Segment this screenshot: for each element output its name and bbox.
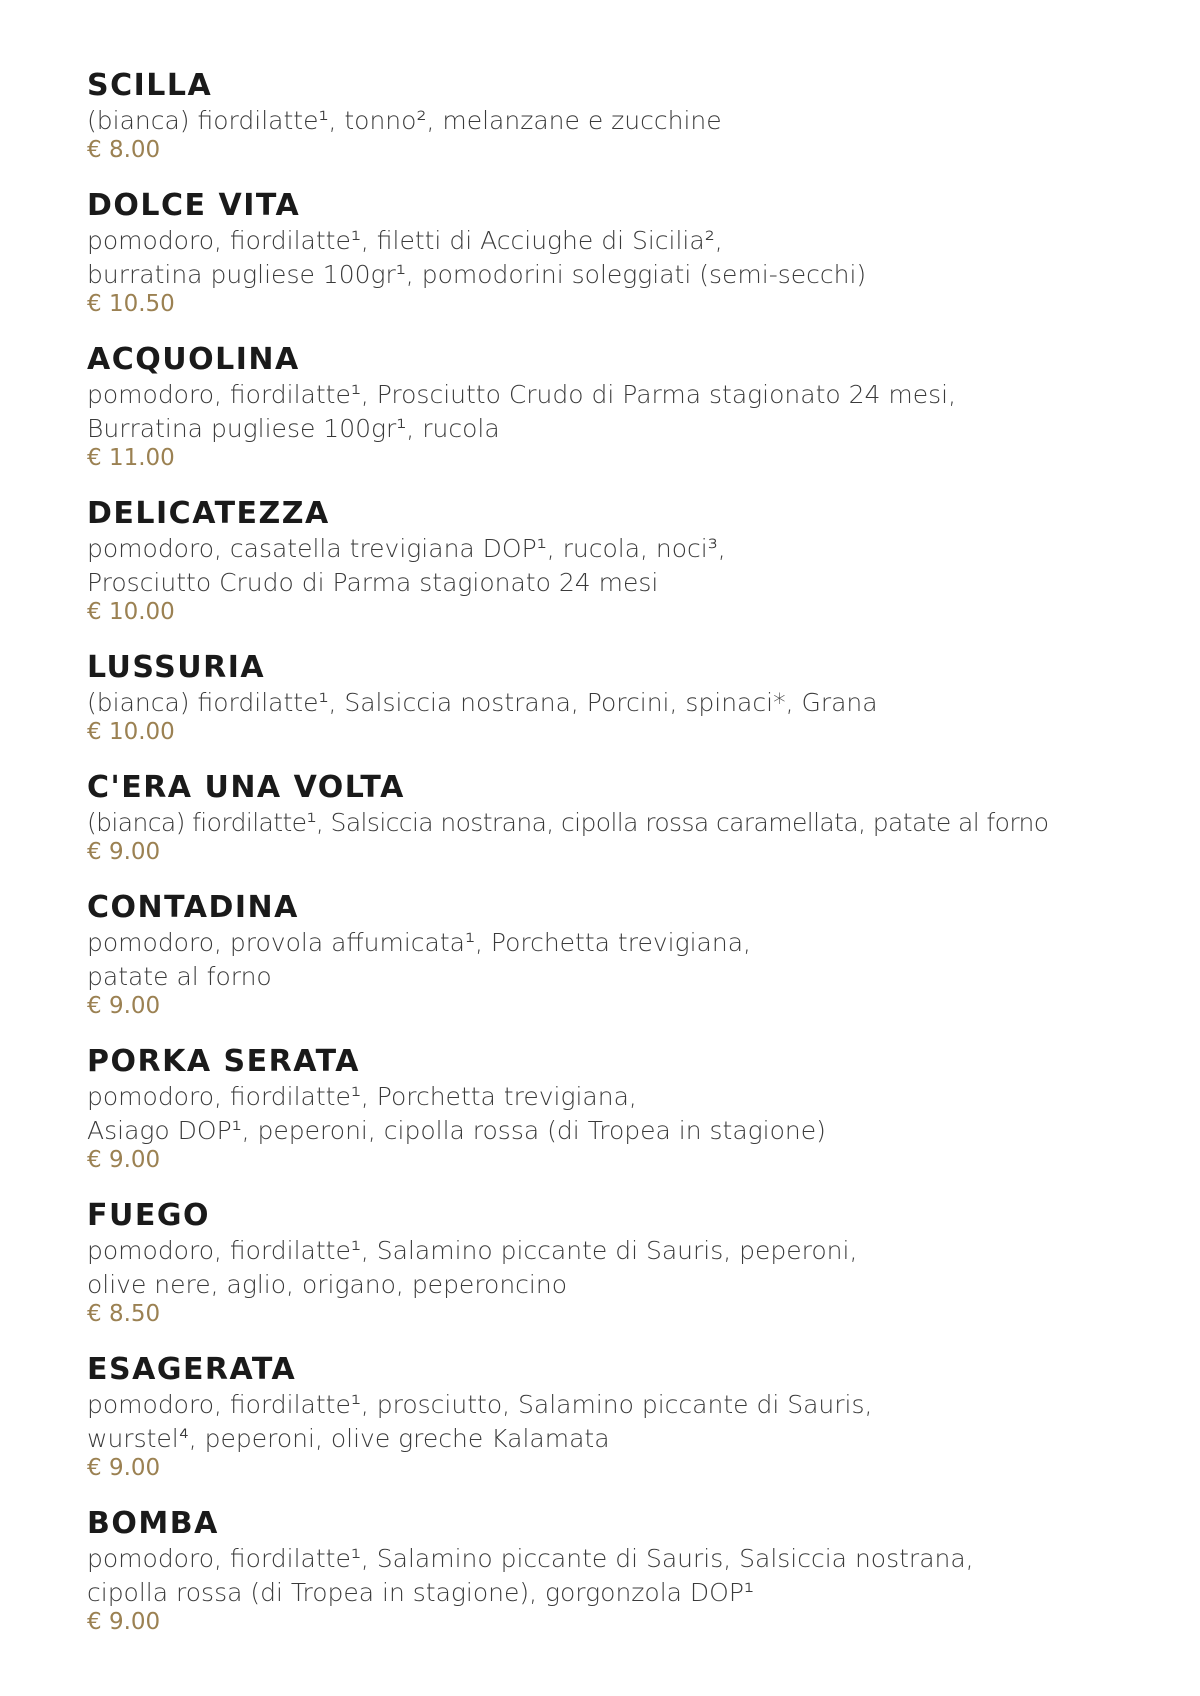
item-description: (bianca) fiordilatte¹, tonno², melanzane e zucchine <box>87 106 722 135</box>
item-description: (bianca) fiordilatte¹, Salsiccia nostrana, Porcini, spinaci*, Grana <box>87 688 878 717</box>
item-price: € 9.00 <box>87 1455 161 1481</box>
item-price: € 9.00 <box>87 1609 161 1635</box>
menu-item-acquolina <box>87 342 1167 472</box>
item-description: pomodoro, fiordilatte¹, Salamino piccante di Sauris, peperoni, <box>87 1236 858 1265</box>
item-description: olive nere, aglio, origano, peperoncino <box>87 1270 568 1299</box>
item-name: ACQUOLINA <box>87 342 300 377</box>
item-description: pomodoro, fiordilatte¹, Salamino piccante di Sauris, Salsiccia nostrana, <box>87 1544 974 1573</box>
item-description: burratina pugliese 100gr¹, pomodorini soleggiati (semi-secchi) <box>87 260 867 289</box>
item-description: patate al forno <box>87 962 272 991</box>
item-description: Prosciutto Crudo di Parma stagionato 24 mesi <box>87 568 659 597</box>
item-name: LUSSURIA <box>87 650 266 685</box>
menu-item-contadina <box>87 890 1167 1020</box>
menu-item-porka-serata <box>87 1044 1167 1174</box>
menu-item-cera-una-volta <box>87 770 1167 866</box>
item-description: wurstel⁴, peperoni, olive greche Kalamata <box>87 1424 610 1453</box>
item-name: SCILLA <box>87 68 213 103</box>
menu-item-bomba <box>87 1506 1167 1636</box>
item-name: FUEGO <box>87 1198 210 1233</box>
menu-item-dolce-vita <box>87 188 1167 318</box>
item-price: € 10.00 <box>87 719 175 745</box>
item-description: Asiago DOP¹, peperoni, cipolla rossa (di Tropea in stagione) <box>87 1116 826 1145</box>
item-name: DOLCE VITA <box>87 188 301 223</box>
item-price: € 10.50 <box>87 291 175 317</box>
item-description: cipolla rossa (di Tropea in stagione), gorgonzola DOP¹ <box>87 1578 754 1607</box>
item-description: Burratina pugliese 100gr¹, rucola <box>87 414 500 443</box>
menu-item-scilla <box>87 68 1167 164</box>
item-price: € 9.00 <box>87 993 161 1019</box>
menu-item-lussuria <box>87 650 1167 746</box>
item-description: pomodoro, fiordilatte¹, filetti di Acciughe di Sicilia², <box>87 226 723 255</box>
item-name: DELICATEZZA <box>87 496 330 531</box>
item-description: pomodoro, fiordilatte¹, Porchetta trevigiana, <box>87 1082 637 1111</box>
item-description: pomodoro, fiordilatte¹, Prosciutto Crudo di Parma stagionato 24 mesi, <box>87 380 957 409</box>
item-name: BOMBA <box>87 1506 219 1541</box>
item-name: ESAGERATA <box>87 1352 297 1387</box>
item-description: pomodoro, fiordilatte¹, prosciutto, Salamino piccante di Sauris, <box>87 1390 873 1419</box>
item-price: € 8.00 <box>87 137 161 163</box>
item-price: € 8.50 <box>87 1301 161 1327</box>
item-price: € 10.00 <box>87 599 175 625</box>
item-name: CONTADINA <box>87 890 299 925</box>
item-name: PORKA SERATA <box>87 1044 360 1079</box>
menu-item-esagerata <box>87 1352 1167 1482</box>
menu-item-fuego <box>87 1198 1167 1328</box>
menu-page <box>87 68 1167 1660</box>
item-price: € 9.00 <box>87 1147 161 1173</box>
item-name: C'ERA UNA VOLTA <box>87 770 405 805</box>
item-description: (bianca) fiordilatte¹, Salsiccia nostrana, cipolla rossa caramellata, patate al forno <box>87 808 1049 837</box>
item-description: pomodoro, casatella trevigiana DOP¹, rucola, noci³, <box>87 534 726 563</box>
item-price: € 11.00 <box>87 445 175 471</box>
item-price: € 9.00 <box>87 839 161 865</box>
item-description: pomodoro, provola affumicata¹, Porchetta trevigiana, <box>87 928 751 957</box>
menu-item-delicatezza <box>87 496 1167 626</box>
